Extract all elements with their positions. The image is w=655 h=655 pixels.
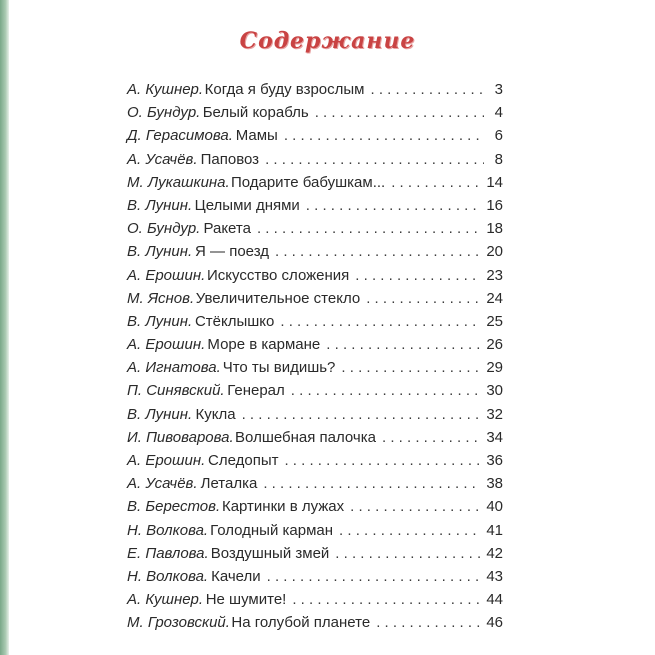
- toc-page-number: 46: [486, 614, 503, 632]
- toc-leader-dots: [280, 310, 481, 333]
- toc-page-number: 18: [486, 220, 503, 238]
- toc-title: Голодный карман: [210, 521, 334, 539]
- toc-title: Качели: [211, 567, 261, 585]
- toc-author: В. Лунин.: [127, 405, 193, 423]
- toc-page-number: 26: [486, 336, 503, 354]
- toc-entry: [127, 588, 503, 611]
- toc-author: Н. Волкова.: [127, 521, 209, 539]
- toc-page-number: 36: [486, 452, 503, 469]
- toc-page-number: 16: [486, 196, 503, 214]
- toc-entry: [127, 542, 503, 565]
- toc-entry: [127, 240, 503, 263]
- toc-page-number: 23: [486, 266, 503, 284]
- toc-page-number: 29: [486, 359, 503, 377]
- toc-leader-dots: [339, 519, 481, 542]
- toc-author: Д. Герасимова.: [127, 127, 233, 145]
- toc-page-number: 34: [486, 428, 503, 446]
- toc-page-number: 8: [494, 150, 503, 168]
- toc-leader-dots: [275, 240, 481, 263]
- toc-author: И. Пивоварова.: [127, 428, 234, 446]
- toc-leader-dots: [291, 379, 482, 402]
- toc-leader-dots: [284, 124, 484, 147]
- toc-author: А. Кушнер.: [127, 81, 204, 98]
- toc-leader-dots: [306, 194, 482, 217]
- toc-title: Я — поезд: [195, 243, 269, 261]
- toc-entry: [127, 287, 503, 310]
- toc-title: На голубой планете: [231, 614, 371, 632]
- toc-author: Е. Павлова.: [127, 544, 209, 562]
- toc-entry: [127, 264, 503, 287]
- toc-author: А. Ерошин.: [127, 266, 206, 284]
- toc-page-number: 41: [486, 521, 503, 539]
- toc-page-number: 38: [486, 475, 503, 493]
- toc-leader-dots: [267, 565, 482, 588]
- toc-entry: [127, 449, 503, 472]
- toc-title: Волшебная палочка: [235, 428, 376, 446]
- toc-page-number: 32: [486, 405, 503, 423]
- toc-entry: [127, 495, 503, 518]
- toc-leader-dots: [382, 426, 481, 449]
- toc-page-number: 3: [494, 81, 503, 98]
- toc-leader-dots: [265, 148, 484, 171]
- toc-title: Следопыт: [208, 452, 279, 469]
- toc-leader-dots: [376, 611, 481, 634]
- toc-entry: [127, 519, 503, 542]
- toc-leader-dots: [355, 264, 481, 287]
- page-title: Содержание: [239, 28, 416, 54]
- toc-author: П. Синявский.: [127, 382, 225, 400]
- toc-title: Ракета: [203, 220, 251, 238]
- toc-page-number: 14: [486, 173, 503, 191]
- toc-author: А. Ерошин.: [127, 336, 206, 354]
- toc-entry: [127, 403, 503, 426]
- toc-entry: [127, 379, 503, 402]
- toc-author: В. Лунин.: [127, 243, 193, 261]
- toc-page-number: 44: [486, 591, 503, 609]
- table-of-contents: [127, 78, 503, 635]
- toc-author: М. Яснов.: [127, 289, 195, 307]
- toc-author: А. Усачёв.: [127, 475, 198, 493]
- toc-title: Паповоз: [200, 150, 260, 168]
- toc-leader-dots: [391, 171, 481, 194]
- toc-page-number: 20: [486, 243, 503, 261]
- toc-entry: [127, 217, 503, 240]
- toc-page-number: 40: [486, 498, 503, 516]
- toc-page-number: 30: [486, 382, 503, 400]
- toc-title: Что ты видишь?: [222, 359, 336, 377]
- toc-entry: [127, 101, 503, 124]
- toc-entry: [127, 426, 503, 449]
- toc-leader-dots: [326, 333, 481, 356]
- toc-page-number: 6: [494, 127, 503, 145]
- toc-page-number: 4: [494, 104, 503, 122]
- toc-author: О. Бундур.: [127, 104, 201, 122]
- toc-entry: [127, 194, 503, 217]
- toc-entry: [127, 171, 503, 194]
- page-edge: [0, 0, 9, 655]
- toc-entry: [127, 310, 503, 333]
- toc-title: Море в кармане: [207, 336, 321, 354]
- toc-page-number: 43: [486, 567, 503, 585]
- toc-leader-dots: [366, 287, 481, 310]
- toc-leader-dots: [335, 542, 481, 565]
- toc-entry: [127, 124, 503, 147]
- toc-leader-dots: [350, 495, 481, 518]
- toc-title: Картинки в лужах: [221, 498, 345, 516]
- toc-leader-dots: [315, 101, 484, 124]
- toc-leader-dots: [284, 449, 481, 472]
- toc-entry: [127, 356, 503, 379]
- toc-title: Воздушный змей: [210, 544, 330, 562]
- toc-page-number: 25: [486, 312, 503, 330]
- toc-title: Белый корабль: [202, 104, 309, 122]
- toc-author: В. Лунин.: [127, 312, 193, 330]
- toc-author: В. Берестов.: [127, 498, 221, 516]
- toc-title: Когда я буду взрослым: [204, 81, 365, 98]
- toc-leader-dots: [263, 472, 481, 495]
- toc-title: Искусство сложения: [207, 266, 350, 284]
- toc-entry: [127, 611, 503, 634]
- toc-leader-dots: [341, 356, 481, 379]
- toc-entry: [127, 565, 503, 588]
- toc-author: А. Кушнер.: [127, 591, 204, 609]
- toc-author: А. Усачёв.: [127, 150, 198, 168]
- toc-title: Не шумите!: [205, 591, 287, 609]
- toc-leader-dots: [257, 217, 481, 240]
- toc-title: Генерал: [227, 382, 285, 400]
- toc-entry: [127, 472, 503, 495]
- toc-leader-dots: [242, 403, 482, 426]
- toc-title: Мамы: [235, 127, 278, 145]
- toc-title: Подарите бабушкам...: [230, 173, 386, 191]
- toc-entry: [127, 78, 503, 101]
- toc-title: Кукла: [195, 405, 236, 423]
- toc-author: А. Игнатова.: [127, 359, 221, 377]
- toc-author: О. Бундур.: [127, 220, 201, 238]
- toc-page-number: 24: [486, 289, 503, 307]
- toc-leader-dots: [292, 588, 481, 611]
- toc-author: Н. Волкова.: [127, 567, 209, 585]
- toc-leader-dots: [371, 78, 485, 101]
- toc-entry: [127, 333, 503, 356]
- toc-author: В. Лунин.: [127, 196, 193, 214]
- toc-title: Леталка: [200, 475, 258, 493]
- toc-title: Увеличительное стекло: [195, 289, 361, 307]
- toc-title: Целыми днями: [194, 196, 300, 214]
- toc-page-number: 42: [486, 544, 503, 562]
- toc-author: А. Ерошин.: [127, 452, 206, 469]
- toc-title: Стёклышко: [194, 312, 275, 330]
- toc-author: М. Грозовский.: [127, 614, 230, 632]
- toc-author: М. Лукашкина.: [127, 173, 230, 191]
- toc-entry: [127, 148, 503, 171]
